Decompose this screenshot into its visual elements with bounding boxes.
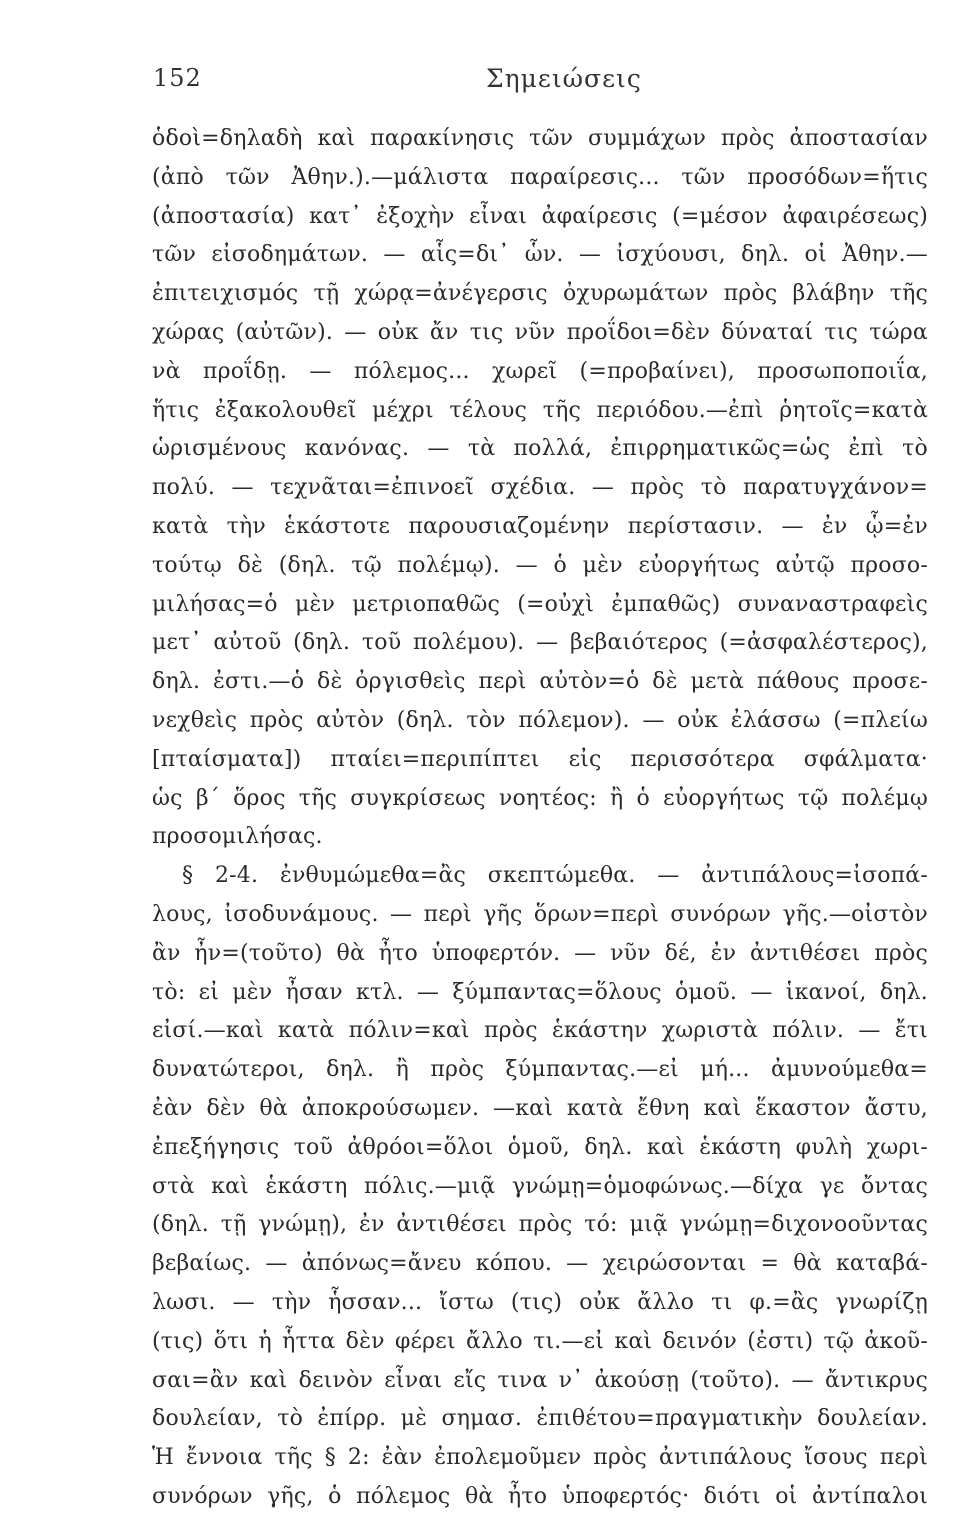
- text-line: ὁδοὶ=δηλαδὴ καὶ παρακίνησις τῶν συμμάχων πρὸς ἀποστασίαν: [152, 126, 928, 151]
- text-line: εἰσί.—καὶ κατὰ πόλιν=καὶ πρὸς ἑκάστην χωριστὰ πόλιν. — ἔτι: [152, 1018, 928, 1044]
- text-line: προσομιλήσας.: [152, 824, 323, 850]
- text-line: Ἡ ἔννοια τῆς § 2: ἐὰν ἐπολεμοῦμεν πρὸς ἀντιπάλους ἴσους περὶ: [152, 1445, 928, 1471]
- text-line: τούτῳ δὲ (δηλ. τῷ πολέμῳ). — ὁ μὲν εὐοργήτως αὐτῷ προσο-: [152, 552, 928, 578]
- text-line: συνόρων γῆς, ὁ πόλεμος θὰ ἦτο ὑποφερτός· διότι οἱ ἀντίπαλοι: [152, 1483, 928, 1509]
- text-line: (δηλ. τῇ γνώμῃ), ἐν ἀντιθέσει πρὸς τό: μιᾷ γνώμῃ=διχονοοῦντας: [152, 1212, 928, 1238]
- text-line: § 2-4. ἐνθυμώμεθα=ἂς σκεπτώμεθα. — ἀντιπάλους=ἰσοπά-: [182, 863, 928, 889]
- text-line: μετ᾿ αὐτοῦ (δηλ. τοῦ πολέμου). — βεβαιότερος (=ἀσφαλέστερος),: [152, 630, 928, 656]
- text-line: ὡς β´ ὅρος τῆς συγκρίσεως νοητέος: ἢ ὁ εὐοργήτως τῷ πολέμῳ: [152, 785, 928, 811]
- text-line: (ἀποστασία) κατ᾿ ἐξοχὴν εἶναι ἀφαίρεσις (=μέσον ἀφαιρέσεως): [152, 203, 928, 229]
- text-line: ἥτις ἐξακολουθεῖ μέχρι τέλους τῆς περιόδου.—ἐπὶ ῥητοῖς=κατὰ: [152, 397, 928, 423]
- text-line: (ἀπὸ τῶν Ἀθην.).—μάλιστα παραίρεσις... τῶν προσόδων=ἥτις: [152, 164, 928, 190]
- text-line: δουλείαν, τὸ ἐπίρρ. μὲ σημασ. ἐπιθέτου=πραγματικὴν δουλείαν.: [152, 1406, 928, 1432]
- text-line: πολύ. — τεχνᾶται=ἐπινοεῖ σχέδια. — πρὸς τὸ παρατυγχάνον=: [152, 475, 928, 501]
- text-line: τῶν εἰσοδημάτων. — αἷς=δι᾿ ὧν. — ἰσχύουσι, δηλ. οἱ Ἀθην.—: [152, 242, 928, 268]
- text-line: νεχθεὶς πρὸς αὐτὸν (δηλ. τὸν πόλεμον). — οὐκ ἐλάσσω (=πλείω: [152, 707, 928, 733]
- text-line: τὸ: εἰ μὲν ἦσαν κτλ. — ξύμπαντας=ὅλους ὁμοῦ. — ἱκανοί, δηλ.: [152, 979, 928, 1005]
- text-line: ὡρισμένους κανόνας. — τὰ πολλά, ἐπιρρηματικῶς=ὡς ἐπὶ τὸ: [152, 436, 928, 462]
- text-line: στὰ καὶ ἑκάστη πόλις.—μιᾷ γνώμῃ=ὁμοφώνως.—δίχα γε ὄντας: [152, 1173, 928, 1199]
- text-line: κατὰ τὴν ἑκάστοτε παρουσιαζομένην περίστασιν. — ἐν ᾧ=ἐν: [152, 513, 928, 539]
- running-head: Σημειώσεις: [486, 64, 642, 93]
- text-line: λωσι. — τὴν ἧσσαν... ἴστω (τις) οὐκ ἄλλο τι φ.=ἂς γνωρίζῃ: [152, 1289, 928, 1315]
- text-line: ἐπιτειχισμός τῇ χώρᾳ=ἀνέγερσις ὀχυρωμάτων πρὸς βλάβην τῆς: [152, 281, 928, 307]
- notes-body: [152, 120, 928, 1517]
- text-line: μιλήσας=ὁ μὲν μετριοπαθῶς (=οὐχὶ ἐμπαθῶς) συναναστραφεὶς: [152, 591, 928, 617]
- text-line: σαι=ἂν καὶ δεινὸν εἶναι εἴς τινα ν᾿ ἀκούσῃ (τοῦτο). — ἄντικρυς: [152, 1367, 928, 1393]
- text-line: λους, ἰσοδυνάμους. — περὶ γῆς ὅρων=περὶ συνόρων γῆς.—οἰστὸν: [152, 901, 928, 927]
- text-line: ἐπεξήγησις τοῦ ἀθρόοι=ὅλοι ὁμοῦ, δηλ. καὶ ἑκάστη φυλὴ χωρι-: [152, 1134, 928, 1160]
- text-line: νὰ προΐδῃ. — πόλεμος... χωρεῖ (=προβαίνει), προσωποποιΐα,: [152, 358, 928, 384]
- text-line: δηλ. ἐστι.—ὁ δὲ ὀργισθεὶς περὶ αὐτὸν=ὁ δὲ μετὰ πάθους προσε-: [152, 669, 928, 695]
- text-line: χώρας (αὐτῶν). — οὐκ ἄν τις νῦν προΐδοι=δὲν δύναταί τις τώρα: [152, 319, 928, 345]
- text-line: (τις) ὅτι ἡ ἧττα δὲν φέρει ἄλλο τι.—εἰ καὶ δεινόν (ἐστι) τῷ ἀκοῦ-: [152, 1328, 928, 1354]
- text-line: ἂν ἦν=(τοῦτο) θὰ ἦτο ὑποφερτόν. — νῦν δέ, ἐν ἀντιθέσει πρὸς: [152, 940, 928, 966]
- text-line: [πταίσματα]) πταίει=περιπίπτει εἰς περισσότερα σφάλματα·: [152, 746, 928, 772]
- page-number: 152: [153, 64, 202, 92]
- text-line: βεβαίως. — ἀπόνως=ἄνευ κόπου. — χειρώσονται = θὰ καταβά-: [152, 1251, 928, 1277]
- text-line: δυνατώτεροι, δηλ. ἢ πρὸς ξύμπαντας.—εἰ μή... ἀμυνούμεθα=: [152, 1057, 928, 1083]
- text-line: ἐὰν δὲν θὰ ἀποκρούσωμεν. —καὶ κατὰ ἔθνη καὶ ἕκαστον ἄστυ,: [152, 1095, 928, 1121]
